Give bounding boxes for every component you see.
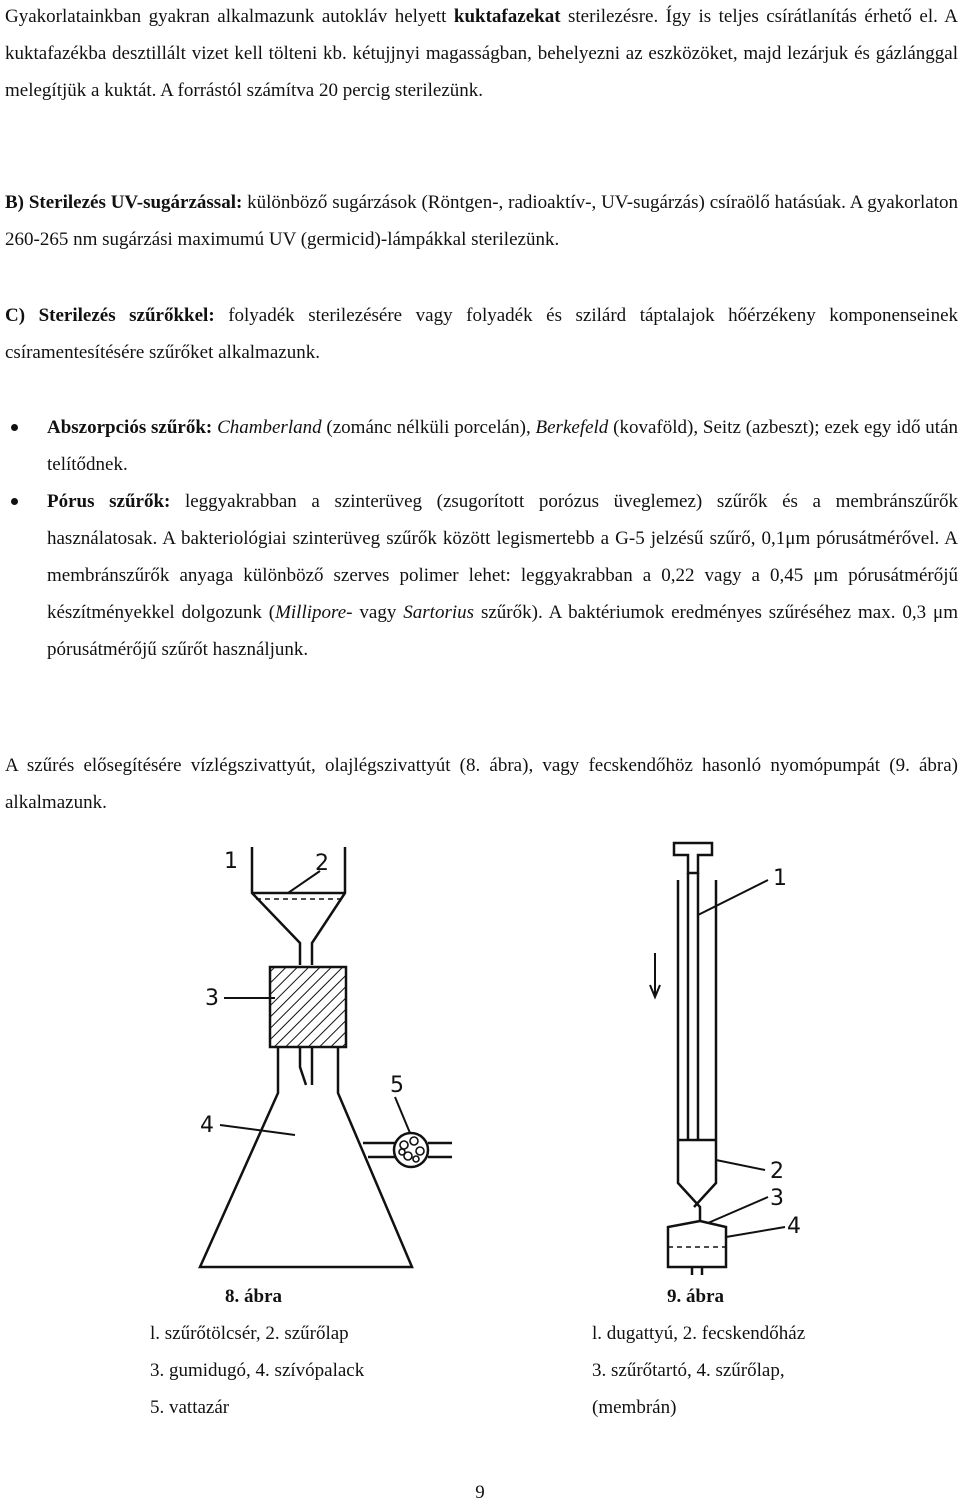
absorption-italic-1: Chamberland [217, 417, 322, 438]
figure-8-drawing [180, 835, 480, 1270]
funnel-stem-left [300, 1047, 306, 1085]
figure-9-caption-line-3: (membrán) [592, 1397, 677, 1418]
leader-2 [716, 1160, 765, 1170]
leader-5 [395, 1097, 410, 1133]
filter-holder [668, 1221, 726, 1267]
fig8-label-2: 2 [315, 851, 329, 876]
section-b-heading: B) Sterilezés UV-sugárzással: [5, 192, 243, 213]
fig9-label-1: 1 [773, 866, 787, 891]
absorption-text-3: (kovaföld), Seitz (azbeszt); ezek egy idő után telítődnek. [47, 417, 959, 475]
section-b-text: különböző sugárzások (Röntgen-, radioaktív-, UV-sugárzás) csíraölő hatásúak. A gyakorlaton 260-265 nm sugárzási maximumú UV (germicid)-lámpákkal sterilezünk. [5, 192, 958, 250]
fig9-label-2: 2 [770, 1159, 784, 1184]
plunger-handle [674, 843, 712, 873]
pore-italic-2: Sartorius [403, 602, 475, 623]
figure-9-svg [640, 835, 840, 1275]
absorption-heading: Abszorpciós szűrők: [47, 417, 213, 438]
figure-8-caption [150, 1278, 364, 1426]
list-item-pore [5, 483, 958, 668]
leader-4 [726, 1227, 785, 1237]
leader-4 [220, 1125, 295, 1135]
pore-text-3: szűrők). A baktériumok eredményes szűréséhez max. 0,3 μm pórusátmérőjű szűrőt használjunk. [47, 602, 959, 660]
intro-text-2: sterilezésre. Így is teljes csírátlanítás érhető el. A kuktafazékba desztillált vizet kell tölteni kb. kétujjnyi magasságban, behelyezni az eszközöket, majd lezárjuk és gázlánggal melegítjük a kuktát. A forrástól számítva 20 percig sterilezünk. [5, 6, 958, 101]
absorption-italic-2: Berkefeld [535, 417, 609, 438]
section-d-paragraph [5, 747, 958, 821]
figure-8-svg [180, 835, 480, 1270]
figure-8-caption-line-1: l. szűrőtölcsér, 2. szűrőlap [150, 1323, 349, 1344]
section-c-text: folyadék sterilezésére vagy folyadék és szilárd táptalajok hőérzékeny komponenseinek csíramentesítésére szűrőket alkalmazunk. [5, 305, 959, 363]
bullet-icon [11, 424, 18, 431]
fig9-label-4: 4 [787, 1214, 801, 1239]
figure-9-caption-line-1: l. dugattyú, 2. fecskendőház [592, 1323, 806, 1344]
page-number: 9 [475, 1482, 485, 1503]
figure-8-title: 8. ábra [225, 1286, 282, 1307]
figure-9-title: 9. ábra [667, 1286, 724, 1307]
section-d-text: A szűrés elősegítésére vízlégszivattyút, olajlégszivattyút (8. ábra), vagy fecskendőhöz hasonló nyomópumpát (9. ábra) alkalmazunk. [5, 755, 958, 813]
figure-8-caption-line-2: 3. gumidugó, 4. szívópalack [150, 1360, 365, 1381]
fig9-label-3: 3 [770, 1186, 784, 1211]
pore-heading: Pórus szűrők: [47, 491, 171, 512]
funnel-left-wall [252, 847, 300, 965]
figure-9-caption [592, 1278, 805, 1426]
pore-text-1: leggyakrabban a szinterüveg (zsugorított porózus üveglemez) szűrők és a membránszűrők használatosak. A bakteriológiai szinterüveg szűrők között legismertebb a G-5 jelzésű szűrő, 0,1μm pórusátmérővel. A membránszűrők anyaga különböző szerves polimer lehet: leggyakrabban a 0,22 vagy a 0,45 μm pórusátmérőjű készítményekkel dolgozunk ( [47, 491, 958, 623]
filter-type-list [5, 409, 958, 668]
rubber-stopper [270, 967, 346, 1047]
figure-9-caption-line-2: 3. szűrőtartó, 4. szűrőlap, [592, 1360, 785, 1381]
fig8-label-4: 4 [200, 1113, 214, 1138]
bullet-icon [11, 498, 18, 505]
list-item-absorption [5, 409, 958, 483]
pore-text-2: - vagy [346, 602, 404, 623]
intro-bold-kuktafazek: kuktafazekat [453, 6, 561, 27]
leader-3 [708, 1197, 768, 1223]
fig8-label-3: 3 [205, 986, 219, 1011]
fig8-label-1: 1 [224, 849, 238, 874]
leader-1 [698, 880, 768, 915]
pore-italic-1: Millipore [275, 602, 347, 623]
figure-8-caption-line-3: 5. vattazár [150, 1397, 230, 1418]
fig8-label-5: 5 [390, 1073, 404, 1098]
absorption-text-2: (zománc nélküli porcelán), [321, 417, 536, 438]
intro-text-1: Gyakorlatainkban gyakran alkalmazunk autokláv helyett [5, 6, 454, 27]
section-c-paragraph [5, 297, 958, 371]
section-c-heading: C) Sterilezés szűrőkkel: [5, 305, 215, 326]
figure-9-drawing [640, 835, 840, 1275]
section-b-paragraph [5, 184, 958, 258]
intro-paragraph [5, 0, 958, 109]
